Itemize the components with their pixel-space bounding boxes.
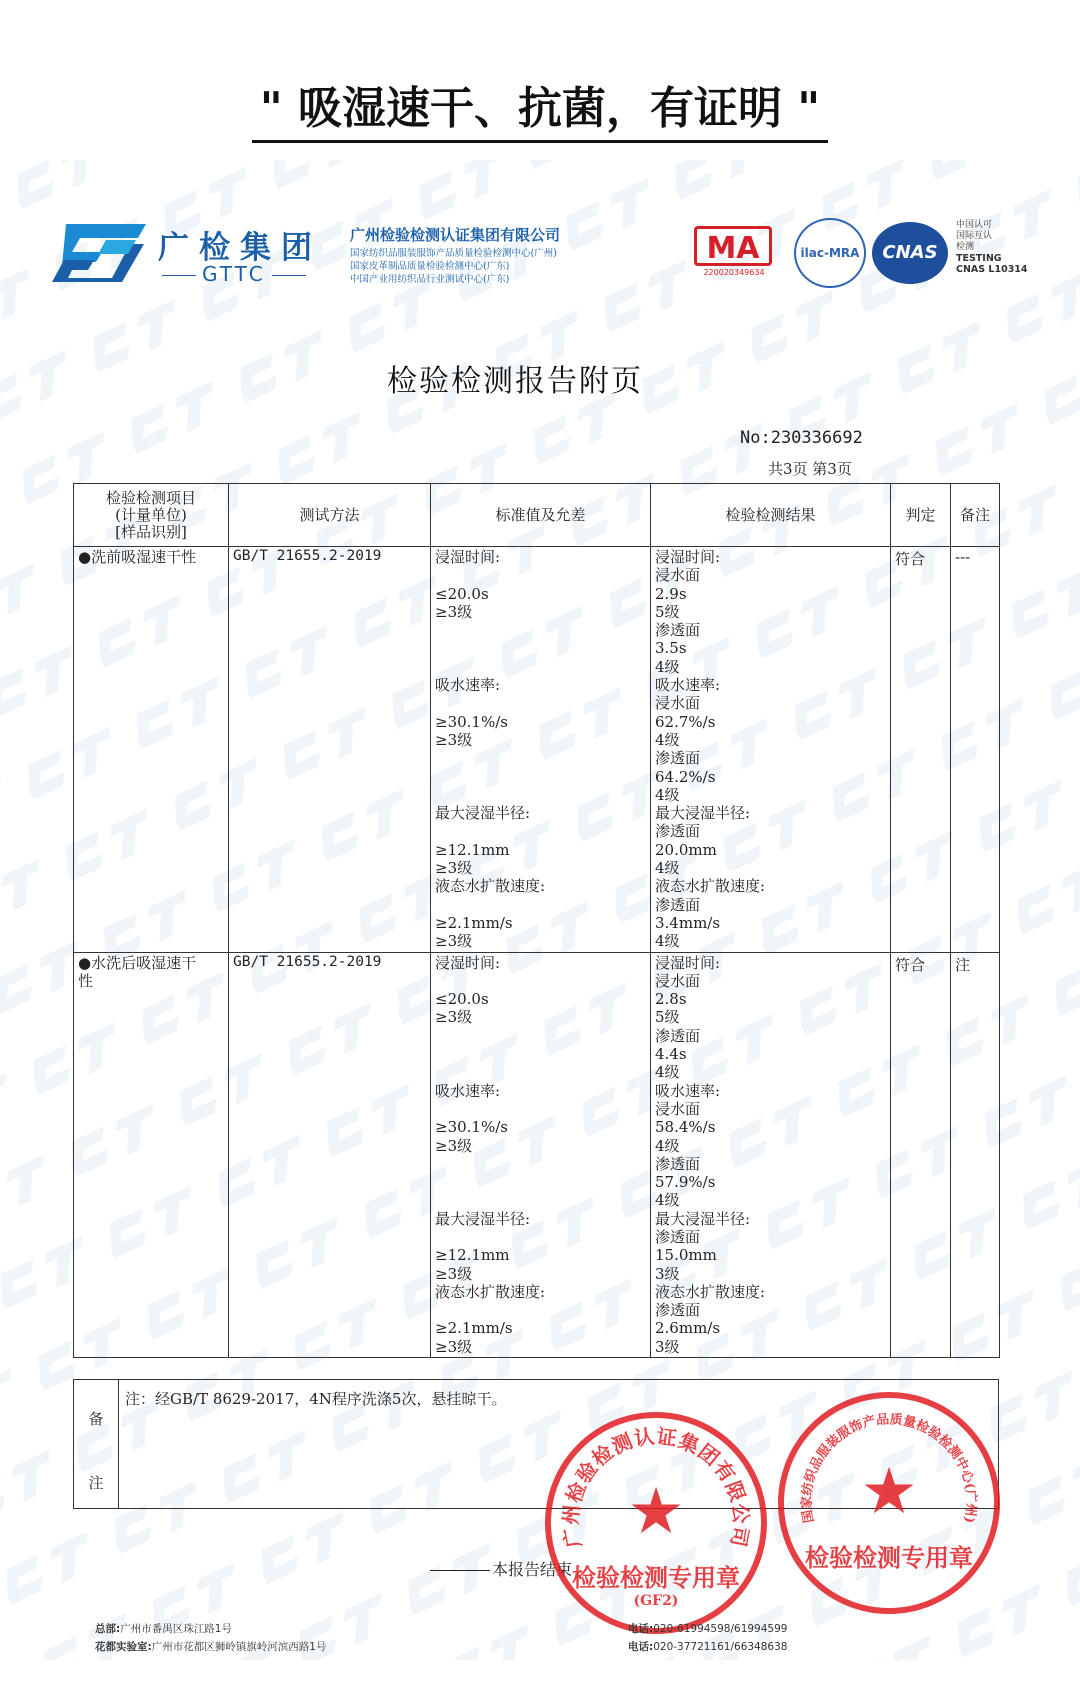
cell-standard <box>431 952 651 1358</box>
cell-remark: 注 <box>951 952 1000 1358</box>
cell-line: ≤20.0s <box>435 990 489 1009</box>
cell-line <box>435 1301 646 1319</box>
cell-line <box>435 1063 646 1081</box>
cell-line: 浸湿时间: <box>435 953 501 972</box>
cell-line: 渗透面 <box>655 822 701 841</box>
cma-certification-mark <box>694 226 774 277</box>
cell-line: 3级 <box>655 1337 680 1356</box>
cnas-accreditation-text <box>956 220 1028 275</box>
cell-line: 最大浸湿半径: <box>655 1209 751 1228</box>
cell-line: 最大浸湿半径: <box>655 804 751 823</box>
brand-name-cn: 广检集团 <box>158 230 322 266</box>
footer-tel-1: 020-61994598/61994599 <box>653 1623 788 1635</box>
cell-line <box>435 1027 646 1045</box>
cell-line: ≥2.1mm/s <box>435 1319 513 1338</box>
cell-line: ≥3级 <box>435 1264 473 1283</box>
cell-line: 4级 <box>655 730 680 749</box>
report-page-count: 共3页 第3页 <box>768 460 852 478</box>
cell-line: 性 <box>78 971 94 990</box>
cell-line <box>435 768 646 786</box>
cell-line <box>435 1100 646 1118</box>
cell-line: 4级 <box>655 859 680 878</box>
cell-line: 渗透面 <box>655 1026 701 1045</box>
cnas-text-line: 检测 <box>956 242 975 252</box>
cell-line <box>435 621 646 639</box>
cell-line: ≥3级 <box>435 602 473 621</box>
cell-line: ≤20.0s <box>435 584 489 603</box>
cell-judgement: 符合 <box>891 952 951 1358</box>
cell-line: 2.9s <box>655 584 687 603</box>
table-header-row <box>74 484 1000 547</box>
cell-line: 57.9%/s <box>655 1173 716 1192</box>
cell-line: 渗透面 <box>655 1227 701 1246</box>
svg-text:广州检验检测认证集团有限公司: 广州检验检测认证集团有限公司 <box>558 1424 754 1550</box>
cell-line: 渗透面 <box>655 895 701 914</box>
cell-line: 5级 <box>655 602 680 621</box>
cell-line <box>435 1228 646 1246</box>
page-headline: " 吸湿速干、抗菌，有证明 " <box>0 72 1080 136</box>
cell-line: ≥3级 <box>435 1136 473 1155</box>
cell-line: 液态水扩散速度: <box>655 877 766 896</box>
cell-line: ≥3级 <box>435 932 473 951</box>
cnas-text-line: CNAS L10314 <box>956 264 1028 275</box>
cell-line: 15.0mm <box>655 1246 717 1265</box>
brand-name-en: GTTC <box>156 262 312 286</box>
cell-line: 62.7%/s <box>655 712 716 731</box>
cell-line: 3.4mm/s <box>655 913 721 932</box>
cell-line <box>435 896 646 914</box>
cnas-text-line: 国际互认 <box>956 231 993 241</box>
cell-line: ≥3级 <box>435 859 473 878</box>
cell-line: 20.0mm <box>655 840 717 859</box>
results-table <box>73 483 1000 1358</box>
header-judgement: 判定 <box>891 484 951 547</box>
footer-lab-label: 花都实验室: <box>95 1641 152 1653</box>
cma-logo-icon: MA <box>694 226 772 266</box>
cell-line: 浸湿时间: <box>655 548 721 566</box>
cell-line <box>435 786 646 804</box>
footer-hq-address: 广州市番禺区珠江路1号 <box>120 1623 232 1635</box>
organization-sub-3: 中国产业用纺织品行业测试中心(广东) <box>350 274 510 285</box>
cell-line: 吸水速率: <box>435 676 501 695</box>
header-remark: 备注 <box>951 484 1000 547</box>
cnas-text-line: 中国认可 <box>956 220 993 230</box>
footer-phones <box>628 1620 787 1656</box>
cell-line: 浸水面 <box>655 1099 701 1118</box>
seal-center-text: 检验检测专用章 <box>805 1543 973 1572</box>
cell-line: 渗透面 <box>655 1301 701 1320</box>
cell-line: 4级 <box>655 932 680 951</box>
cell-line: ●水洗后吸湿速干 <box>78 953 197 972</box>
cell-line <box>435 1191 646 1209</box>
cell-line <box>435 658 646 676</box>
cell-line: ≥2.1mm/s <box>435 913 513 932</box>
footer-addresses <box>95 1620 326 1656</box>
cell-method: GB/T 21655.2-2019 <box>229 547 431 953</box>
cell-line: 4级 <box>655 1136 680 1155</box>
svg-text:国家纺织品服装服饰产品质量检验检测中心(广州): 国家纺织品服装服饰产品质量检验检测中心(广州) <box>799 1412 979 1525</box>
header-method: 测试方法 <box>229 484 431 547</box>
cell-line: 浸湿时间: <box>655 953 721 972</box>
cell-line: ≥3级 <box>435 1008 473 1027</box>
cell-line: 液态水扩散速度: <box>435 877 546 896</box>
cell-judgement: 符合 <box>891 547 951 953</box>
seal-stamp-2 <box>778 1392 1000 1614</box>
notes-label: 备 注 <box>74 1380 119 1509</box>
cnas-text-line: TESTING <box>956 253 1002 264</box>
cell-line: 3.5s <box>655 639 687 658</box>
footer-tel-label: 电话: <box>628 1623 654 1635</box>
cell-line <box>435 749 646 767</box>
table-row <box>74 547 1000 953</box>
header-result: 检验检测结果 <box>651 484 891 547</box>
cell-line <box>435 1155 646 1173</box>
cell-item <box>74 952 229 1358</box>
cell-line: 吸水速率: <box>655 1081 721 1100</box>
cell-line: ≥3级 <box>435 1337 473 1356</box>
cell-line: 3级 <box>655 1264 680 1283</box>
header-item: 检验检测项目 (计量单位) [样品识别] <box>74 484 229 547</box>
cell-line: ≥12.1mm <box>435 840 510 859</box>
organization-sub-1: 国家纺织品服装服饰产品质量检验检测中心(广州) <box>350 248 557 259</box>
cell-standard <box>431 547 651 953</box>
footer-lab-address: 广州市花都区狮岭镇旗岭河滨西路1号 <box>151 1641 327 1653</box>
cell-line: 4级 <box>655 1191 680 1210</box>
cell-line: ≥30.1%/s <box>435 1118 508 1137</box>
cell-line: 浸水面 <box>655 694 701 713</box>
cell-method: GB/T 21655.2-2019 <box>229 952 431 1358</box>
cell-line <box>435 566 646 584</box>
report-title: 检验检测报告附页 <box>387 364 643 399</box>
cell-line: 渗透面 <box>655 1154 701 1173</box>
seal-center-text: 检验检测专用章 <box>572 1563 740 1592</box>
cell-line: 2.6mm/s <box>655 1319 721 1338</box>
cell-result <box>651 952 891 1358</box>
cell-line: 64.2%/s <box>655 767 716 786</box>
cell-line <box>435 639 646 657</box>
cell-line: 液态水扩散速度: <box>655 1282 766 1301</box>
report-end-text: 本报告结束 <box>430 1557 572 1580</box>
footer-tel-2: 020-37721161/66348638 <box>653 1641 788 1653</box>
header-standard: 标准值及允差 <box>431 484 651 547</box>
cell-result <box>651 547 891 953</box>
cell-line: 4级 <box>655 785 680 804</box>
organization-info <box>350 224 560 286</box>
cell-line: 渗透面 <box>655 749 701 768</box>
cell-line: 浸水面 <box>655 971 701 990</box>
seal-star-icon: ★ <box>860 1455 918 1529</box>
footer-hq-label: 总部: <box>95 1623 121 1635</box>
cell-line: ≥12.1mm <box>435 1246 510 1265</box>
cma-number: 220020349634 <box>703 268 765 277</box>
cell-line <box>435 822 646 840</box>
cell-line: 4.4s <box>655 1045 687 1064</box>
cell-line: 58.4%/s <box>655 1118 716 1137</box>
cell-item <box>74 547 229 953</box>
seal-star-icon: ★ <box>627 1475 685 1549</box>
cell-line: 吸水速率: <box>655 676 721 695</box>
seal-stamp-1 <box>545 1412 767 1634</box>
seal-code: (GF2) <box>633 1593 679 1609</box>
table-row <box>74 952 1000 1358</box>
report-number: No:230336692 <box>740 428 863 448</box>
cell-line: 5级 <box>655 1008 680 1027</box>
cnas-logo-icon: CNAS <box>872 222 948 284</box>
cell-line: 2.8s <box>655 990 687 1009</box>
cell-line: 渗透面 <box>655 621 701 640</box>
footer-tel-label: 电话: <box>628 1641 654 1653</box>
gttc-logo-icon <box>52 222 148 284</box>
organization-name: 广州检验检测认证集团有限公司 <box>350 226 561 244</box>
cell-line: 4级 <box>655 1063 680 1082</box>
ilac-mra-logo-icon: ilac-MRA <box>794 218 866 288</box>
cell-line: ≥3级 <box>435 730 473 749</box>
cell-line <box>435 1173 646 1191</box>
cell-line <box>435 1045 646 1063</box>
cell-line: 浸湿时间: <box>435 548 501 566</box>
cell-line: 浸水面 <box>655 566 701 585</box>
cell-line: 吸水速率: <box>435 1081 501 1100</box>
cell-line: 液态水扩散速度: <box>435 1282 546 1301</box>
cell-line: 最大浸湿半径: <box>435 804 531 823</box>
cell-remark: --- <box>951 547 1000 953</box>
notes-text: 注：经GB/T 8629-2017，4N程序洗涤5次，悬挂晾干。 <box>119 1380 999 1509</box>
cell-line <box>435 694 646 712</box>
organization-sub-2: 国家皮革制品质量检验检测中心(广东) <box>350 261 510 272</box>
cell-line: 最大浸湿半径: <box>435 1209 531 1228</box>
cell-line: ≥30.1%/s <box>435 712 508 731</box>
cell-line: 4级 <box>655 657 680 676</box>
cell-line <box>435 972 646 990</box>
cell-line: ●洗前吸湿速干性 <box>78 548 197 566</box>
